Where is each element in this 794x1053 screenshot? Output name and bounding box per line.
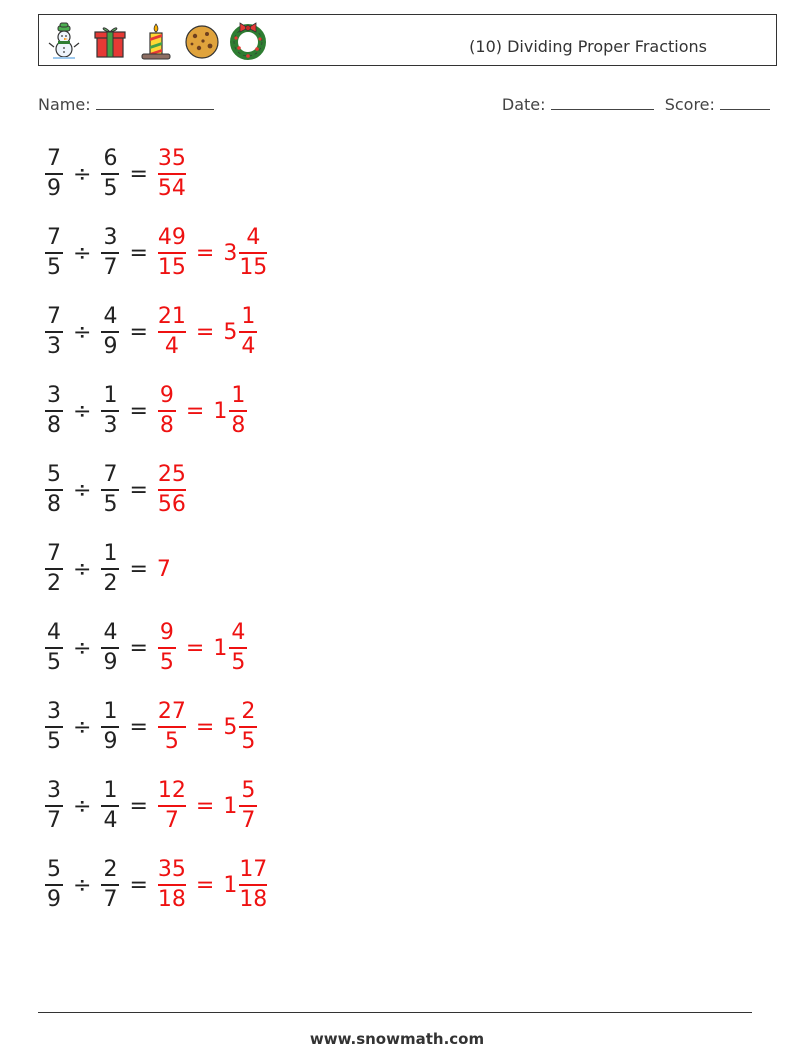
mixed-equals-sign: = bbox=[195, 872, 215, 898]
score-label: Score: bbox=[664, 95, 715, 114]
worksheet-title: (10) Dividing Proper Fractions bbox=[469, 37, 707, 56]
mixed-whole: 3 bbox=[223, 240, 238, 266]
name-blank[interactable] bbox=[96, 93, 214, 110]
answer-fraction bbox=[157, 382, 177, 440]
dividend-fraction-denominator: 9 bbox=[47, 886, 61, 912]
divide-sign: ÷ bbox=[73, 240, 92, 266]
divisor-fraction-numerator: 1 bbox=[103, 541, 118, 567]
dividend-fraction-numerator: 5 bbox=[47, 462, 61, 488]
dividend-fraction-denominator: 7 bbox=[47, 807, 61, 833]
dividend-fraction-denominator: 9 bbox=[47, 175, 61, 201]
answer-fraction-numerator: 9 bbox=[159, 383, 174, 409]
answer-fraction-denominator: 5 bbox=[164, 728, 179, 754]
divisor-fraction bbox=[100, 461, 120, 519]
divisor-fraction-denominator: 7 bbox=[103, 254, 118, 280]
name-field[interactable] bbox=[38, 93, 214, 114]
divisor-fraction-denominator: 5 bbox=[103, 491, 118, 517]
mixed-numerator: 5 bbox=[241, 778, 256, 804]
date-blank[interactable] bbox=[551, 93, 654, 110]
dividend-fraction bbox=[44, 777, 64, 835]
mixed-numerator: 4 bbox=[246, 225, 261, 251]
divisor-fraction-numerator: 6 bbox=[103, 146, 118, 172]
divisor-fraction-numerator: 1 bbox=[103, 778, 118, 804]
dividend-fraction bbox=[44, 540, 64, 598]
dividend-fraction-numerator: 3 bbox=[47, 383, 61, 409]
answer-fraction bbox=[157, 224, 187, 282]
equals-sign: = bbox=[129, 793, 148, 819]
answer-fraction-numerator: 21 bbox=[157, 304, 186, 330]
answer-fraction-denominator: 18 bbox=[157, 886, 186, 912]
equals-sign: = bbox=[129, 872, 148, 898]
worksheet-header bbox=[38, 14, 777, 66]
mixed-whole: 5 bbox=[223, 714, 238, 740]
answer-whole: 7 bbox=[156, 556, 171, 582]
dividend-fraction-denominator: 8 bbox=[47, 491, 61, 517]
divisor-fraction-denominator: 9 bbox=[103, 728, 118, 754]
mixed-numerator: 4 bbox=[231, 620, 246, 646]
dividend-fraction bbox=[44, 461, 64, 519]
divisor-fraction bbox=[100, 856, 120, 914]
dividend-fraction bbox=[44, 303, 64, 361]
name-label: Name: bbox=[38, 95, 91, 114]
mixed-equals-sign: = bbox=[185, 635, 205, 661]
dividend-fraction bbox=[44, 698, 64, 756]
divide-sign: ÷ bbox=[73, 556, 92, 582]
dividend-fraction-denominator: 3 bbox=[47, 333, 61, 359]
mixed-fraction bbox=[238, 777, 258, 835]
mixed-equals-sign: = bbox=[195, 714, 215, 740]
answer-fraction-denominator: 5 bbox=[159, 649, 174, 675]
divisor-fraction-numerator: 3 bbox=[103, 225, 118, 251]
divisor-fraction-numerator: 4 bbox=[103, 304, 118, 330]
divisor-fraction-numerator: 7 bbox=[103, 462, 118, 488]
equals-sign: = bbox=[129, 240, 148, 266]
equals-sign: = bbox=[129, 161, 148, 187]
problem-row bbox=[44, 144, 187, 204]
divide-sign: ÷ bbox=[73, 635, 92, 661]
divisor-fraction bbox=[100, 382, 120, 440]
dividend-fraction-numerator: 7 bbox=[47, 304, 61, 330]
dividend-fraction-numerator: 3 bbox=[47, 778, 61, 804]
mixed-fraction bbox=[228, 619, 248, 677]
dividend-fraction bbox=[44, 856, 64, 914]
divisor-fraction-denominator: 7 bbox=[103, 886, 118, 912]
header-icons bbox=[45, 22, 267, 60]
footer-divider bbox=[38, 1012, 752, 1013]
dividend-fraction-numerator: 7 bbox=[47, 225, 61, 251]
equals-sign: = bbox=[129, 556, 148, 582]
footer-url: www.snowmath.com bbox=[309, 1030, 485, 1048]
divide-sign: ÷ bbox=[73, 161, 92, 187]
divisor-fraction bbox=[100, 698, 120, 756]
dividend-fraction-denominator: 5 bbox=[47, 254, 61, 280]
answer-fraction-numerator: 49 bbox=[157, 225, 186, 251]
answer-fraction bbox=[157, 777, 187, 835]
divisor-fraction bbox=[100, 619, 120, 677]
answer-fraction-numerator: 12 bbox=[157, 778, 186, 804]
problem-row bbox=[44, 539, 171, 599]
divide-sign: ÷ bbox=[73, 319, 92, 345]
mixed-equals-sign: = bbox=[185, 398, 205, 424]
dividend-fraction-numerator: 3 bbox=[47, 699, 61, 725]
dividend-fraction-numerator: 7 bbox=[47, 146, 61, 172]
mixed-whole: 1 bbox=[213, 635, 228, 661]
mixed-numerator: 1 bbox=[231, 383, 246, 409]
answer-fraction-denominator: 7 bbox=[164, 807, 179, 833]
answer-fraction-numerator: 25 bbox=[157, 462, 186, 488]
mixed-denominator: 5 bbox=[241, 728, 256, 754]
mixed-numerator: 1 bbox=[241, 304, 256, 330]
divisor-fraction-numerator: 4 bbox=[103, 620, 118, 646]
problem-row bbox=[44, 776, 258, 836]
mixed-whole: 5 bbox=[223, 319, 238, 345]
answer-fraction bbox=[157, 303, 187, 361]
dividend-fraction-denominator: 8 bbox=[47, 412, 61, 438]
date-score-fields bbox=[502, 93, 770, 114]
mixed-whole: 1 bbox=[223, 793, 238, 819]
divisor-fraction-denominator: 4 bbox=[103, 807, 118, 833]
divisor-fraction bbox=[100, 145, 120, 203]
score-blank[interactable] bbox=[720, 93, 770, 110]
dividend-fraction-denominator: 5 bbox=[47, 649, 61, 675]
dividend-fraction bbox=[44, 382, 64, 440]
answer-fraction-numerator: 27 bbox=[157, 699, 186, 725]
problem-row bbox=[44, 618, 248, 678]
divide-sign: ÷ bbox=[73, 793, 92, 819]
divisor-fraction-denominator: 9 bbox=[103, 649, 118, 675]
mixed-denominator: 8 bbox=[231, 412, 246, 438]
divisor-fraction bbox=[100, 540, 120, 598]
dividend-fraction-numerator: 5 bbox=[47, 857, 61, 883]
dividend-fraction-numerator: 7 bbox=[47, 541, 61, 567]
answer-fraction-denominator: 4 bbox=[164, 333, 179, 359]
divide-sign: ÷ bbox=[73, 477, 92, 503]
problem-row bbox=[44, 460, 187, 520]
divisor-fraction-numerator: 1 bbox=[103, 699, 118, 725]
mixed-equals-sign: = bbox=[195, 793, 215, 819]
dividend-fraction bbox=[44, 224, 64, 282]
mixed-denominator: 5 bbox=[231, 649, 246, 675]
answer-fraction-numerator: 35 bbox=[157, 146, 186, 172]
answer-fraction bbox=[157, 619, 177, 677]
mixed-numerator: 17 bbox=[239, 857, 268, 883]
equals-sign: = bbox=[129, 477, 148, 503]
divide-sign: ÷ bbox=[73, 714, 92, 740]
divisor-fraction bbox=[100, 303, 120, 361]
divisor-fraction-numerator: 1 bbox=[103, 383, 118, 409]
mixed-denominator: 7 bbox=[241, 807, 256, 833]
answer-fraction bbox=[157, 461, 187, 519]
mixed-denominator: 4 bbox=[241, 333, 256, 359]
problem-row bbox=[44, 223, 268, 283]
gift-icon bbox=[91, 22, 129, 60]
mixed-whole: 1 bbox=[213, 398, 228, 424]
problem-row bbox=[44, 697, 258, 757]
mixed-fraction bbox=[238, 224, 268, 282]
divide-sign: ÷ bbox=[73, 872, 92, 898]
mixed-equals-sign: = bbox=[195, 319, 215, 345]
answer-fraction-denominator: 56 bbox=[157, 491, 186, 517]
mixed-numerator: 2 bbox=[241, 699, 256, 725]
answer-fraction bbox=[157, 856, 187, 914]
problem-row bbox=[44, 381, 248, 441]
mixed-fraction bbox=[238, 303, 258, 361]
mixed-whole: 1 bbox=[223, 872, 238, 898]
mixed-denominator: 15 bbox=[239, 254, 268, 280]
equals-sign: = bbox=[129, 635, 148, 661]
dividend-fraction bbox=[44, 145, 64, 203]
snowman-icon bbox=[45, 22, 83, 60]
divisor-fraction-denominator: 3 bbox=[103, 412, 118, 438]
wreath-icon bbox=[229, 22, 267, 60]
mixed-fraction bbox=[238, 698, 258, 756]
answer-fraction-denominator: 15 bbox=[157, 254, 186, 280]
divisor-fraction-denominator: 2 bbox=[103, 570, 118, 596]
mixed-denominator: 18 bbox=[239, 886, 268, 912]
divisor-fraction bbox=[100, 777, 120, 835]
answer-fraction-numerator: 35 bbox=[157, 857, 186, 883]
equals-sign: = bbox=[129, 319, 148, 345]
mixed-fraction bbox=[238, 856, 268, 914]
answer-fraction-denominator: 8 bbox=[159, 412, 174, 438]
equals-sign: = bbox=[129, 714, 148, 740]
date-label: Date: bbox=[501, 95, 546, 114]
cookie-icon bbox=[183, 22, 221, 60]
problem-row bbox=[44, 855, 268, 915]
dividend-fraction-numerator: 4 bbox=[47, 620, 61, 646]
dividend-fraction-denominator: 5 bbox=[47, 728, 61, 754]
divisor-fraction-denominator: 5 bbox=[103, 175, 118, 201]
candle-icon bbox=[137, 22, 175, 60]
dividend-fraction bbox=[44, 619, 64, 677]
answer-fraction-denominator: 54 bbox=[157, 175, 186, 201]
problem-row bbox=[44, 302, 258, 362]
divisor-fraction bbox=[100, 224, 120, 282]
mixed-fraction bbox=[228, 382, 248, 440]
equals-sign: = bbox=[129, 398, 148, 424]
answer-fraction-numerator: 9 bbox=[159, 620, 174, 646]
divide-sign: ÷ bbox=[73, 398, 92, 424]
divisor-fraction-numerator: 2 bbox=[103, 857, 118, 883]
divisor-fraction-denominator: 9 bbox=[103, 333, 118, 359]
answer-fraction bbox=[157, 698, 187, 756]
answer-fraction bbox=[157, 145, 187, 203]
dividend-fraction-denominator: 2 bbox=[47, 570, 61, 596]
mixed-equals-sign: = bbox=[195, 240, 215, 266]
